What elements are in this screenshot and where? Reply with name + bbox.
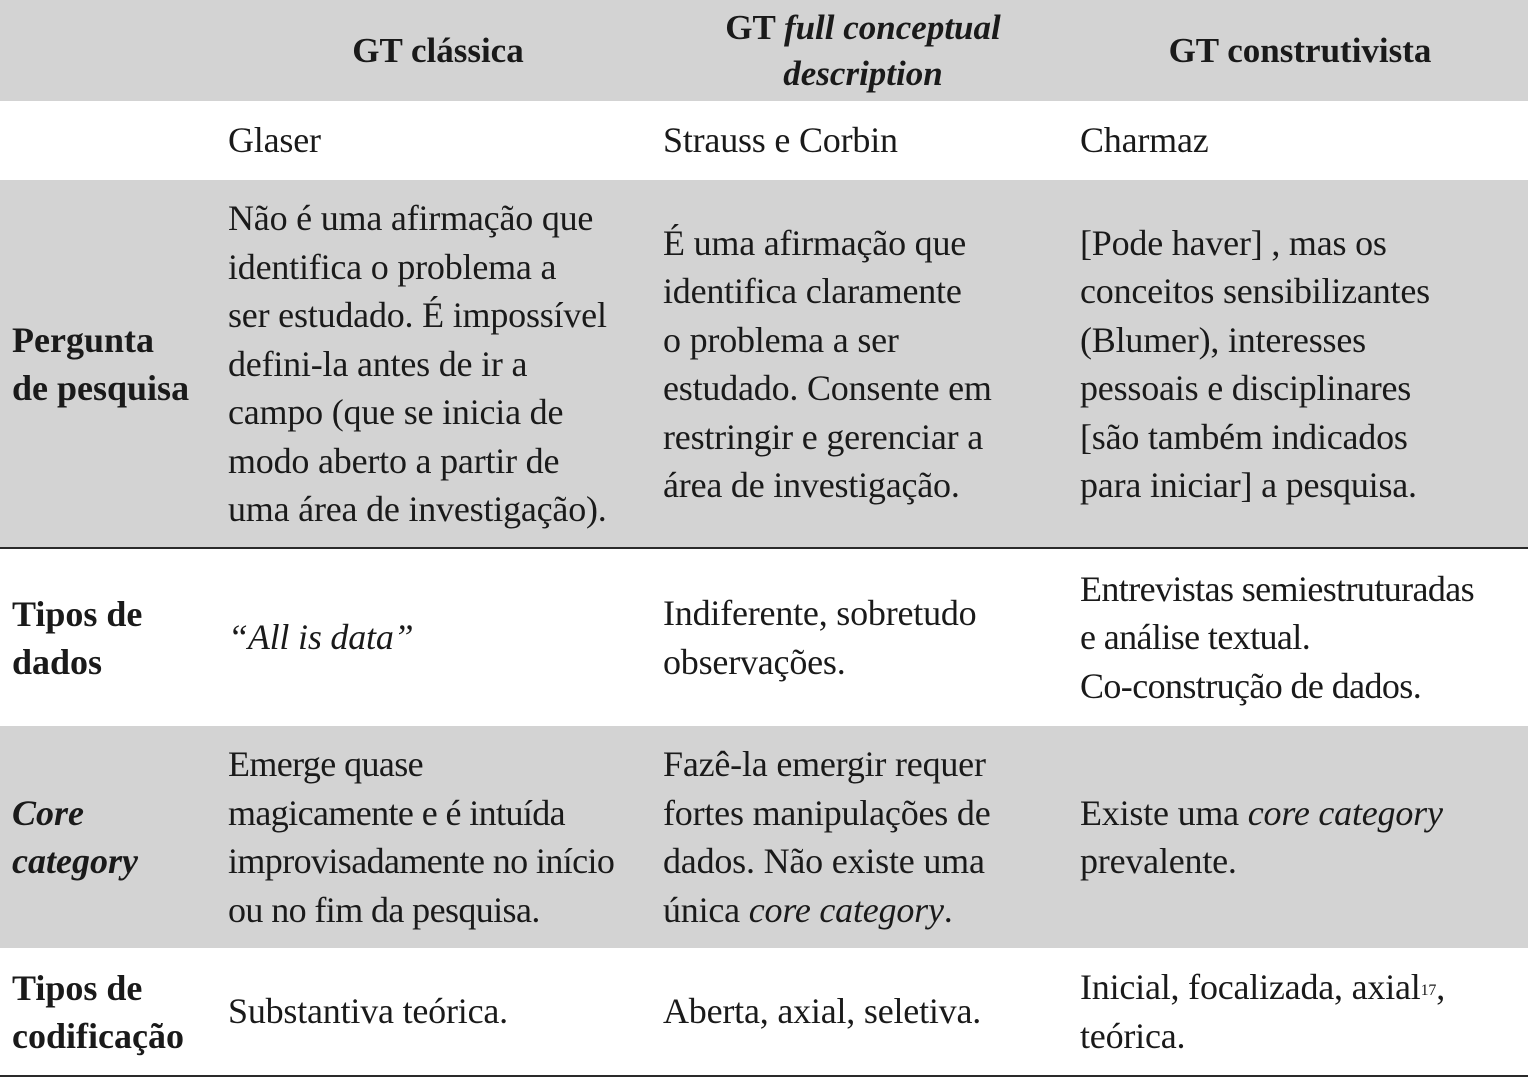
cell-line: ser estudado. É impossível	[228, 295, 607, 336]
row-core-category	[0, 726, 1528, 948]
cell-text	[663, 948, 1063, 1075]
cell-line: prevalente.	[1080, 841, 1237, 881]
header-row	[0, 0, 1528, 101]
row-label-line: Core	[12, 793, 84, 833]
authors-row	[0, 101, 1528, 180]
cell-line: fortes manipulações de	[663, 792, 991, 833]
row-label-line: Tipos de	[12, 593, 143, 634]
cell-line: magicamente e é intuída	[228, 792, 566, 833]
cell-line	[1080, 789, 1520, 838]
cell-line: modo aberto a partir de	[228, 440, 560, 481]
cell-line: Entrevistas semiestruturadas	[1080, 568, 1475, 609]
text-fragment: ,	[1436, 967, 1446, 1007]
author-strauss-corbin	[663, 101, 1063, 180]
author-charmaz	[1080, 101, 1520, 180]
cell-text	[663, 180, 1063, 548]
cell-line: Substantiva teórica.	[228, 991, 508, 1032]
cell-text	[1080, 948, 1520, 1075]
cell-line: restringir e gerenciar a	[663, 416, 984, 457]
header-gt-classica	[228, 0, 648, 101]
row-label-line: de pesquisa	[12, 368, 190, 408]
cell-text	[228, 180, 648, 548]
text-fragment: única	[663, 889, 749, 930]
cell-line: Aberta, axial, seletiva.	[663, 991, 982, 1032]
cell-line: ou no fim da pesquisa.	[228, 889, 540, 930]
cell-text	[228, 549, 648, 726]
row-label	[12, 549, 212, 726]
cell-line: uma área de investigação).	[228, 489, 607, 530]
text-fragment: Inicial, focalizada, axial	[1080, 967, 1421, 1007]
cell-line: (Blumer), interesses	[1080, 319, 1366, 360]
cell-line: improvisadamente no início	[228, 841, 615, 881]
cell-line: conceitos sensibilizantes	[1080, 271, 1430, 311]
row-label-line: codificação	[12, 1015, 184, 1056]
cell-text	[228, 948, 648, 1075]
cell-line: para iniciar] a pesquisa.	[1080, 465, 1417, 505]
cell-line: É uma afirmação que	[663, 222, 967, 263]
table-bottom-rule	[0, 1075, 1528, 1077]
text-fragment: Existe uma	[1080, 792, 1248, 833]
row-label	[12, 726, 212, 948]
cell-line	[1080, 963, 1520, 1012]
italic-term: core category	[748, 889, 944, 930]
cell-line: Não é uma afirmação que	[228, 198, 594, 239]
author-col1-text: Glaser	[228, 120, 321, 161]
row-label-line: Tipos de	[12, 967, 143, 1008]
cell-line: campo (que se inicia de	[228, 392, 564, 433]
cell-line	[663, 886, 1063, 935]
cell-line: dados. Não existe uma	[663, 841, 985, 881]
cell-text	[663, 726, 1063, 948]
cell-text	[1080, 180, 1520, 548]
header-col3-text: GT construtivista	[1168, 30, 1432, 70]
cell-line: Co-construção de dados.	[1080, 665, 1422, 706]
cell-text	[1080, 726, 1520, 948]
row-tipos-de-dados	[0, 549, 1528, 726]
cell-line: área de investigação.	[663, 465, 960, 505]
row-pergunta-de-pesquisa	[0, 180, 1528, 548]
header-gt-construtivista	[1080, 0, 1520, 101]
author-col2-text: Strauss e Corbin	[663, 120, 898, 161]
row-tipos-de-codificacao	[0, 948, 1528, 1075]
cell-line: e análise textual.	[1080, 617, 1311, 658]
header-col2-prefix: GT	[725, 8, 776, 47]
cell-text	[228, 726, 648, 948]
cell-line: observações.	[663, 641, 846, 682]
cell-text	[663, 549, 1063, 726]
header-gt-full-conceptual	[663, 4, 1063, 98]
cell-line: [Pode haver] , mas os	[1080, 222, 1387, 263]
cell-line: estudado. Consente em	[663, 368, 992, 408]
cell-line: o problema a ser	[663, 319, 899, 360]
row-label-line: Pergunta	[12, 320, 154, 360]
author-col3-text: Charmaz	[1080, 120, 1209, 161]
cell-text	[1080, 549, 1520, 726]
row-label-line: dados	[12, 641, 103, 682]
cell-line: teórica.	[1080, 1015, 1186, 1056]
cell-line: identifica claramente	[663, 271, 962, 311]
header-col2-italic-line2: description	[783, 54, 943, 93]
cell-line: “All is data”	[228, 617, 414, 658]
cell-line: Fazê-la emergir requer	[663, 744, 986, 784]
cell-line: identifica o problema a	[228, 246, 557, 287]
cell-line: Emerge quase	[228, 744, 424, 784]
cell-line: pessoais e disciplinares	[1080, 368, 1412, 408]
row-label	[12, 180, 212, 548]
cell-line: [são também indicados	[1080, 416, 1408, 457]
header-col1-text: GT clássica	[352, 30, 524, 70]
text-fragment: .	[943, 889, 953, 930]
row-label	[12, 948, 212, 1075]
header-col2-italic-line1: full conceptual	[783, 8, 1001, 47]
author-glaser	[228, 101, 648, 180]
cell-line: defini-la antes de ir a	[228, 343, 528, 384]
row-label-line: category	[12, 841, 138, 881]
italic-term: core category	[1247, 792, 1443, 833]
footnote-marker: 17	[1420, 982, 1437, 999]
cell-line: Indiferente, sobretudo	[663, 593, 977, 633]
